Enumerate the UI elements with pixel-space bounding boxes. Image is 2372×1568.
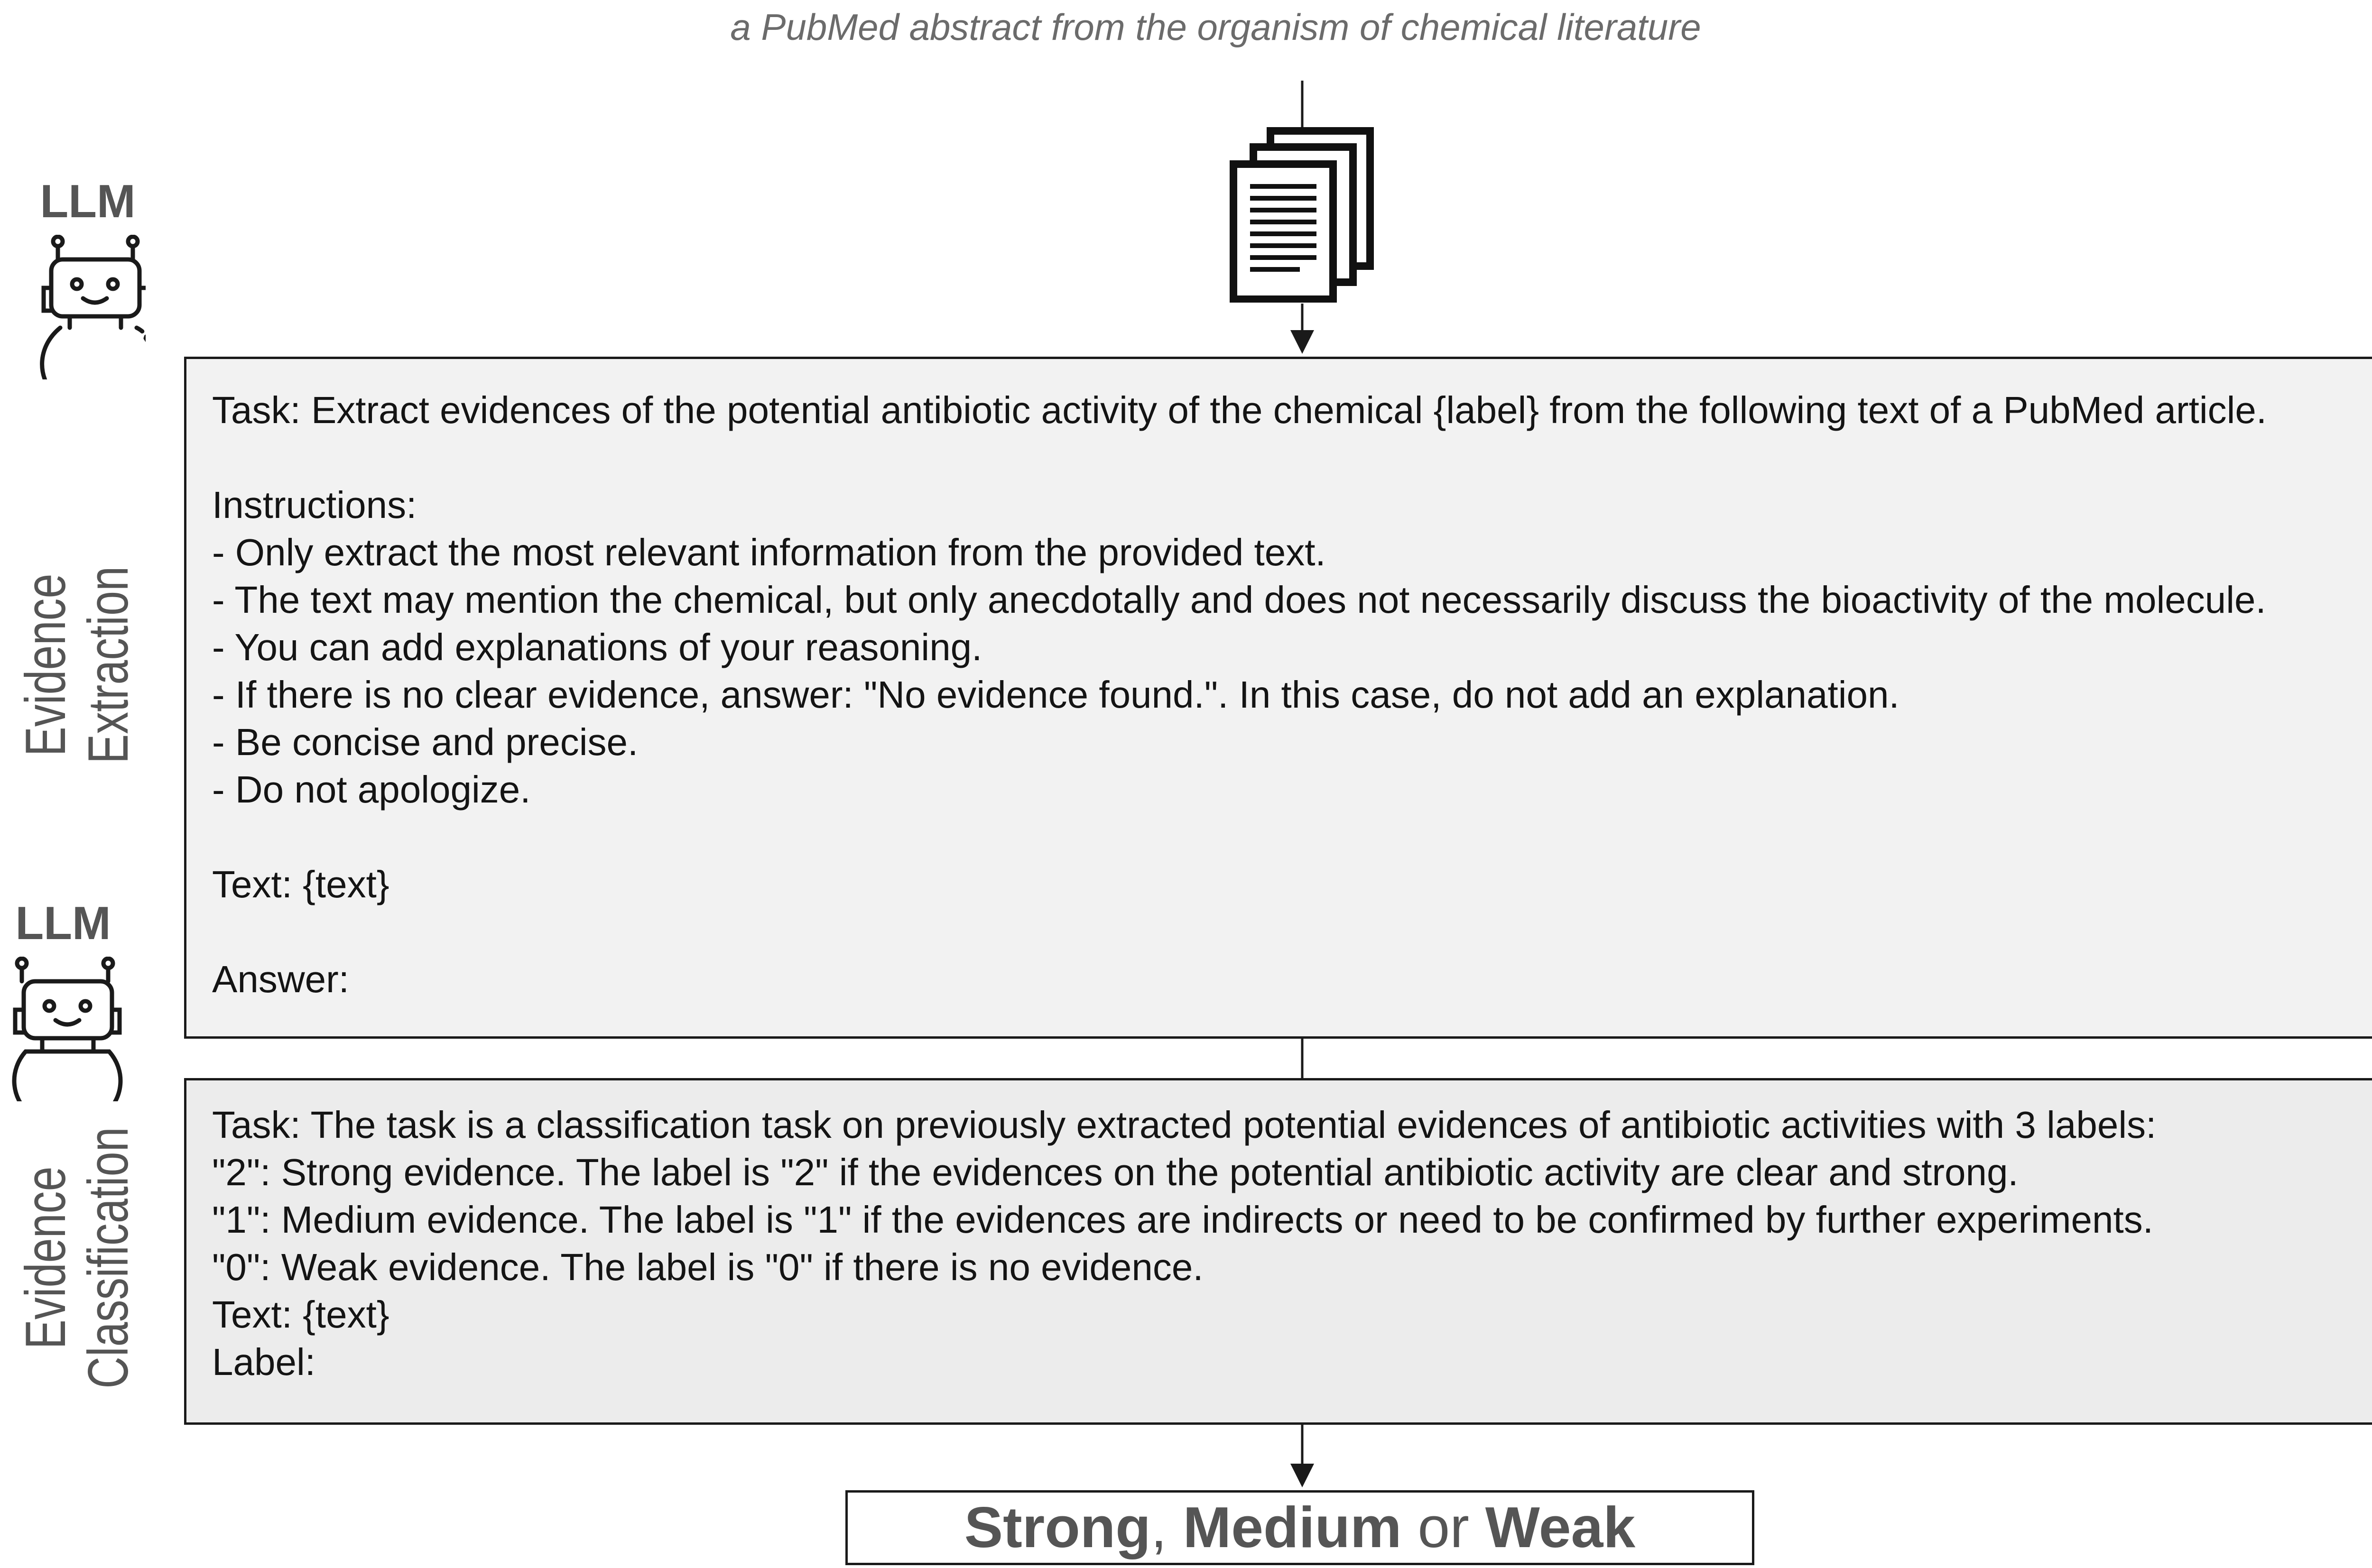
instruction-line: - Be concise and precise.	[212, 721, 639, 763]
extraction-task-line: Task: Extract evidences of the potential antibiotic activity of the chemical {label} from the following text of a PubMed article.	[212, 389, 2267, 431]
instruction-line: - If there is no clear evidence, answer: "No evidence found.". In this case, do not add an explanation.	[212, 673, 1899, 716]
result-comma: ,	[1150, 1495, 1183, 1559]
classification-label-line: Label:	[212, 1341, 315, 1383]
result-or: or	[1401, 1495, 1485, 1559]
classification-text-line: Text: {text}	[212, 1293, 389, 1336]
result-medium: Medium	[1183, 1495, 1402, 1559]
result-strong: Strong	[964, 1495, 1151, 1559]
classification-prompt-box	[184, 1078, 2372, 1425]
llm-label-bottom: LLM	[15, 897, 111, 949]
extraction-answer-line: Answer:	[212, 958, 349, 1000]
instruction-line: - Do not apologize.	[212, 768, 531, 811]
classification-label-1-line: "1": Medium evidence. The label is "1" if the evidences are indirects or need to be confirmed by further experiments.	[212, 1199, 2153, 1241]
classification-label-0-line: "0": Weak evidence. The label is "0" if there is no evidence.	[212, 1246, 1204, 1288]
stage-label-extraction-line2: Extraction	[76, 566, 140, 764]
result-weak: Weak	[1485, 1495, 1636, 1559]
result-box	[845, 1490, 1754, 1565]
classification-label-2-line: "2": Strong evidence. The label is "2" if the evidences on the potential antibiotic activity are clear and strong.	[212, 1151, 2019, 1193]
stage-label-classification-line2: Classification	[76, 1127, 140, 1389]
instructions-header: Instructions:	[212, 484, 417, 526]
instruction-line: - You can add explanations of your reasoning.	[212, 626, 982, 668]
stage-label-extraction-line1: Evidence	[14, 573, 77, 756]
source-caption: a PubMed abstract from the organism of chemical literature	[730, 6, 1701, 48]
llm-label-top: LLM	[40, 175, 136, 227]
classification-task-line: Task: The task is a classification task on previously extracted potential evidences of antibiotic activities with 3 labels:	[212, 1104, 2157, 1146]
robot-icon	[7, 957, 123, 1101]
extraction-text-line: Text: {text}	[212, 863, 389, 905]
robot-icon	[29, 235, 146, 379]
document-stack-icon	[1229, 127, 1376, 303]
stage-label-classification-line1: Evidence	[14, 1166, 77, 1349]
instruction-line: - The text may mention the chemical, but only anecdotally and does not necessarily discuss the bioactivity of the molecule.	[212, 579, 2266, 621]
instruction-line: - Only extract the most relevant information from the provided text.	[212, 531, 1326, 573]
extraction-prompt-box	[184, 357, 2372, 1039]
